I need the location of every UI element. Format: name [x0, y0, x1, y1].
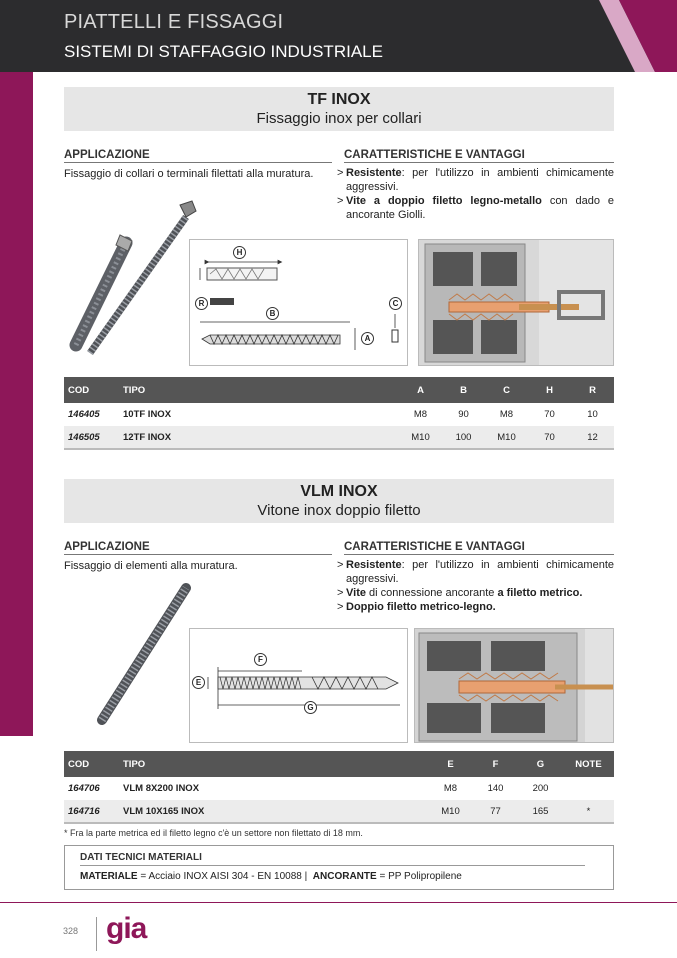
product1-installed-photo: [418, 239, 614, 366]
cell-cod: 146405: [68, 409, 100, 420]
cell-cod: 164716: [64, 800, 119, 823]
col-header-h: H: [528, 377, 571, 403]
col-header-b: B: [442, 377, 485, 403]
cell-b: 100: [442, 426, 485, 449]
cell-tipo: 12TF INOX: [119, 426, 399, 449]
product1-name: TF INOX: [307, 91, 371, 108]
cell-f: 140: [487, 783, 504, 794]
table-row: [64, 426, 614, 449]
ancorante-label: ANCORANTE: [312, 871, 377, 882]
dim-label-a: A: [361, 332, 374, 345]
col-header-a: A: [399, 377, 442, 403]
dim-label-r: R: [195, 297, 208, 310]
col-header-c: C: [485, 377, 528, 403]
cell-tipo: VLM 8X200 INOX: [123, 783, 200, 794]
product2-features-heading: CARATTERISTICHE E VANTAGGI: [344, 541, 614, 555]
col-header-r: R: [571, 377, 614, 403]
cell-c: M8: [499, 409, 514, 420]
cell-h: 70: [528, 426, 571, 449]
table-row: [64, 403, 614, 426]
materiale-label: MATERIALE: [80, 871, 138, 882]
dim-label-h: H: [233, 246, 246, 259]
cell-note: *: [563, 800, 614, 823]
cell-e: M10: [428, 800, 473, 823]
product2-application-text: Fissaggio di elementi alla muratura.: [64, 560, 238, 572]
material-data-values: [80, 871, 462, 882]
material-data-heading: DATI TECNICI MATERIALI: [80, 852, 585, 866]
cell-a: M8: [413, 409, 428, 420]
col-header-note: NOTE: [563, 751, 614, 777]
product1-subtitle: Fissaggio inox per collari: [256, 110, 422, 127]
product2-feature-1: > Resistente: per l'utilizzo in ambienti chimicamente aggressivi.: [337, 559, 614, 585]
dim-label-e: E: [192, 676, 205, 689]
cell-cod: 146505: [64, 426, 119, 449]
product1-feature-1: > Resistente: per l'utilizzo in ambienti chimicamente aggressivi.: [337, 167, 614, 193]
cell-tipo: 10TF INOX: [123, 409, 172, 420]
product1-application-text: Fissaggio di collari o terminali filettati alla muratura.: [64, 168, 314, 180]
col-header-e: E: [428, 751, 473, 777]
dim-label-c: C: [389, 297, 402, 310]
col-header-cod: COD: [64, 751, 119, 777]
dim-label-b: B: [266, 307, 279, 320]
material-data-box: [64, 845, 614, 890]
product1-feature-2: > Vite a doppio filetto legno-metallo con dado e ancorante Giolli.: [337, 195, 614, 221]
product2-features-list: [337, 558, 614, 614]
dim-label-f: F: [254, 653, 267, 666]
product1-title-box: [64, 87, 614, 131]
product2-title-box: [64, 479, 614, 523]
cell-b: 90: [458, 409, 469, 420]
subcategory-title: SISTEMI DI STAFFAGGIO INDUSTRIALE: [64, 42, 383, 61]
col-header-f: F: [473, 751, 518, 777]
col-header-cod: COD: [64, 377, 119, 403]
product2-table: [64, 751, 614, 824]
ancorante-value: = PP Polipropilene: [376, 871, 462, 882]
cell-h: 70: [544, 409, 555, 420]
brand-logo: gia: [106, 912, 147, 945]
cell-tipo: VLM 10X165 INOX: [119, 800, 428, 823]
cell-g: 200: [532, 783, 549, 794]
cell-a: M10: [399, 426, 442, 449]
col-header-tipo: TIPO: [119, 751, 428, 777]
product2-feature-2: > Vite di connessione ancorante a filetto metrico.: [337, 587, 583, 599]
footer-separator: [96, 917, 97, 951]
product2-dimension-drawing: [189, 628, 408, 743]
product2-feature-3: > Doppio filetto metrico-legno.: [337, 601, 496, 613]
col-header-g: G: [518, 751, 563, 777]
page-header: [0, 0, 677, 72]
col-header-tipo: TIPO: [119, 377, 399, 403]
cell-r: 12: [571, 426, 614, 449]
page-number: 328: [63, 926, 79, 936]
cell-r: 10: [587, 409, 598, 420]
materiale-value: = Acciaio INOX AISI 304 - EN 10088 |: [137, 871, 308, 882]
product2-application-heading: APPLICAZIONE: [64, 541, 332, 555]
table-row: [64, 800, 614, 823]
table-header-row: [64, 377, 614, 403]
footer-divider: [0, 902, 677, 903]
product2-photo: [90, 580, 200, 730]
category-title: PIATTELLI E FISSAGGI: [64, 11, 284, 33]
cell-c: M10: [485, 426, 528, 449]
product1-application-heading: APPLICAZIONE: [64, 149, 332, 163]
product1-features-heading: CARATTERISTICHE E VANTAGGI: [344, 149, 614, 163]
product2-name: VLM INOX: [300, 483, 378, 500]
product1-features-list: [337, 166, 614, 222]
product2-installed-photo: [414, 628, 614, 743]
footnote: * Fra la parte metrica ed il filetto legno c'è un settore non filettato di 18 mm.: [64, 828, 363, 838]
product1-dimension-drawing: [189, 239, 408, 366]
table-row: [64, 777, 614, 800]
product2-subtitle: Vitone inox doppio filetto: [257, 502, 421, 519]
cell-e: M8: [443, 783, 458, 794]
cell-g: 165: [518, 800, 563, 823]
cell-note: [563, 777, 614, 800]
product1-table: [64, 377, 614, 450]
header-stripes-decoration: [577, 0, 677, 72]
table-header-row: [64, 751, 614, 777]
dim-label-g: G: [304, 701, 317, 714]
product1-photo: [58, 195, 198, 365]
sidebar-band: [0, 72, 33, 736]
cell-f: 77: [473, 800, 518, 823]
cell-cod: 164706: [68, 783, 100, 794]
